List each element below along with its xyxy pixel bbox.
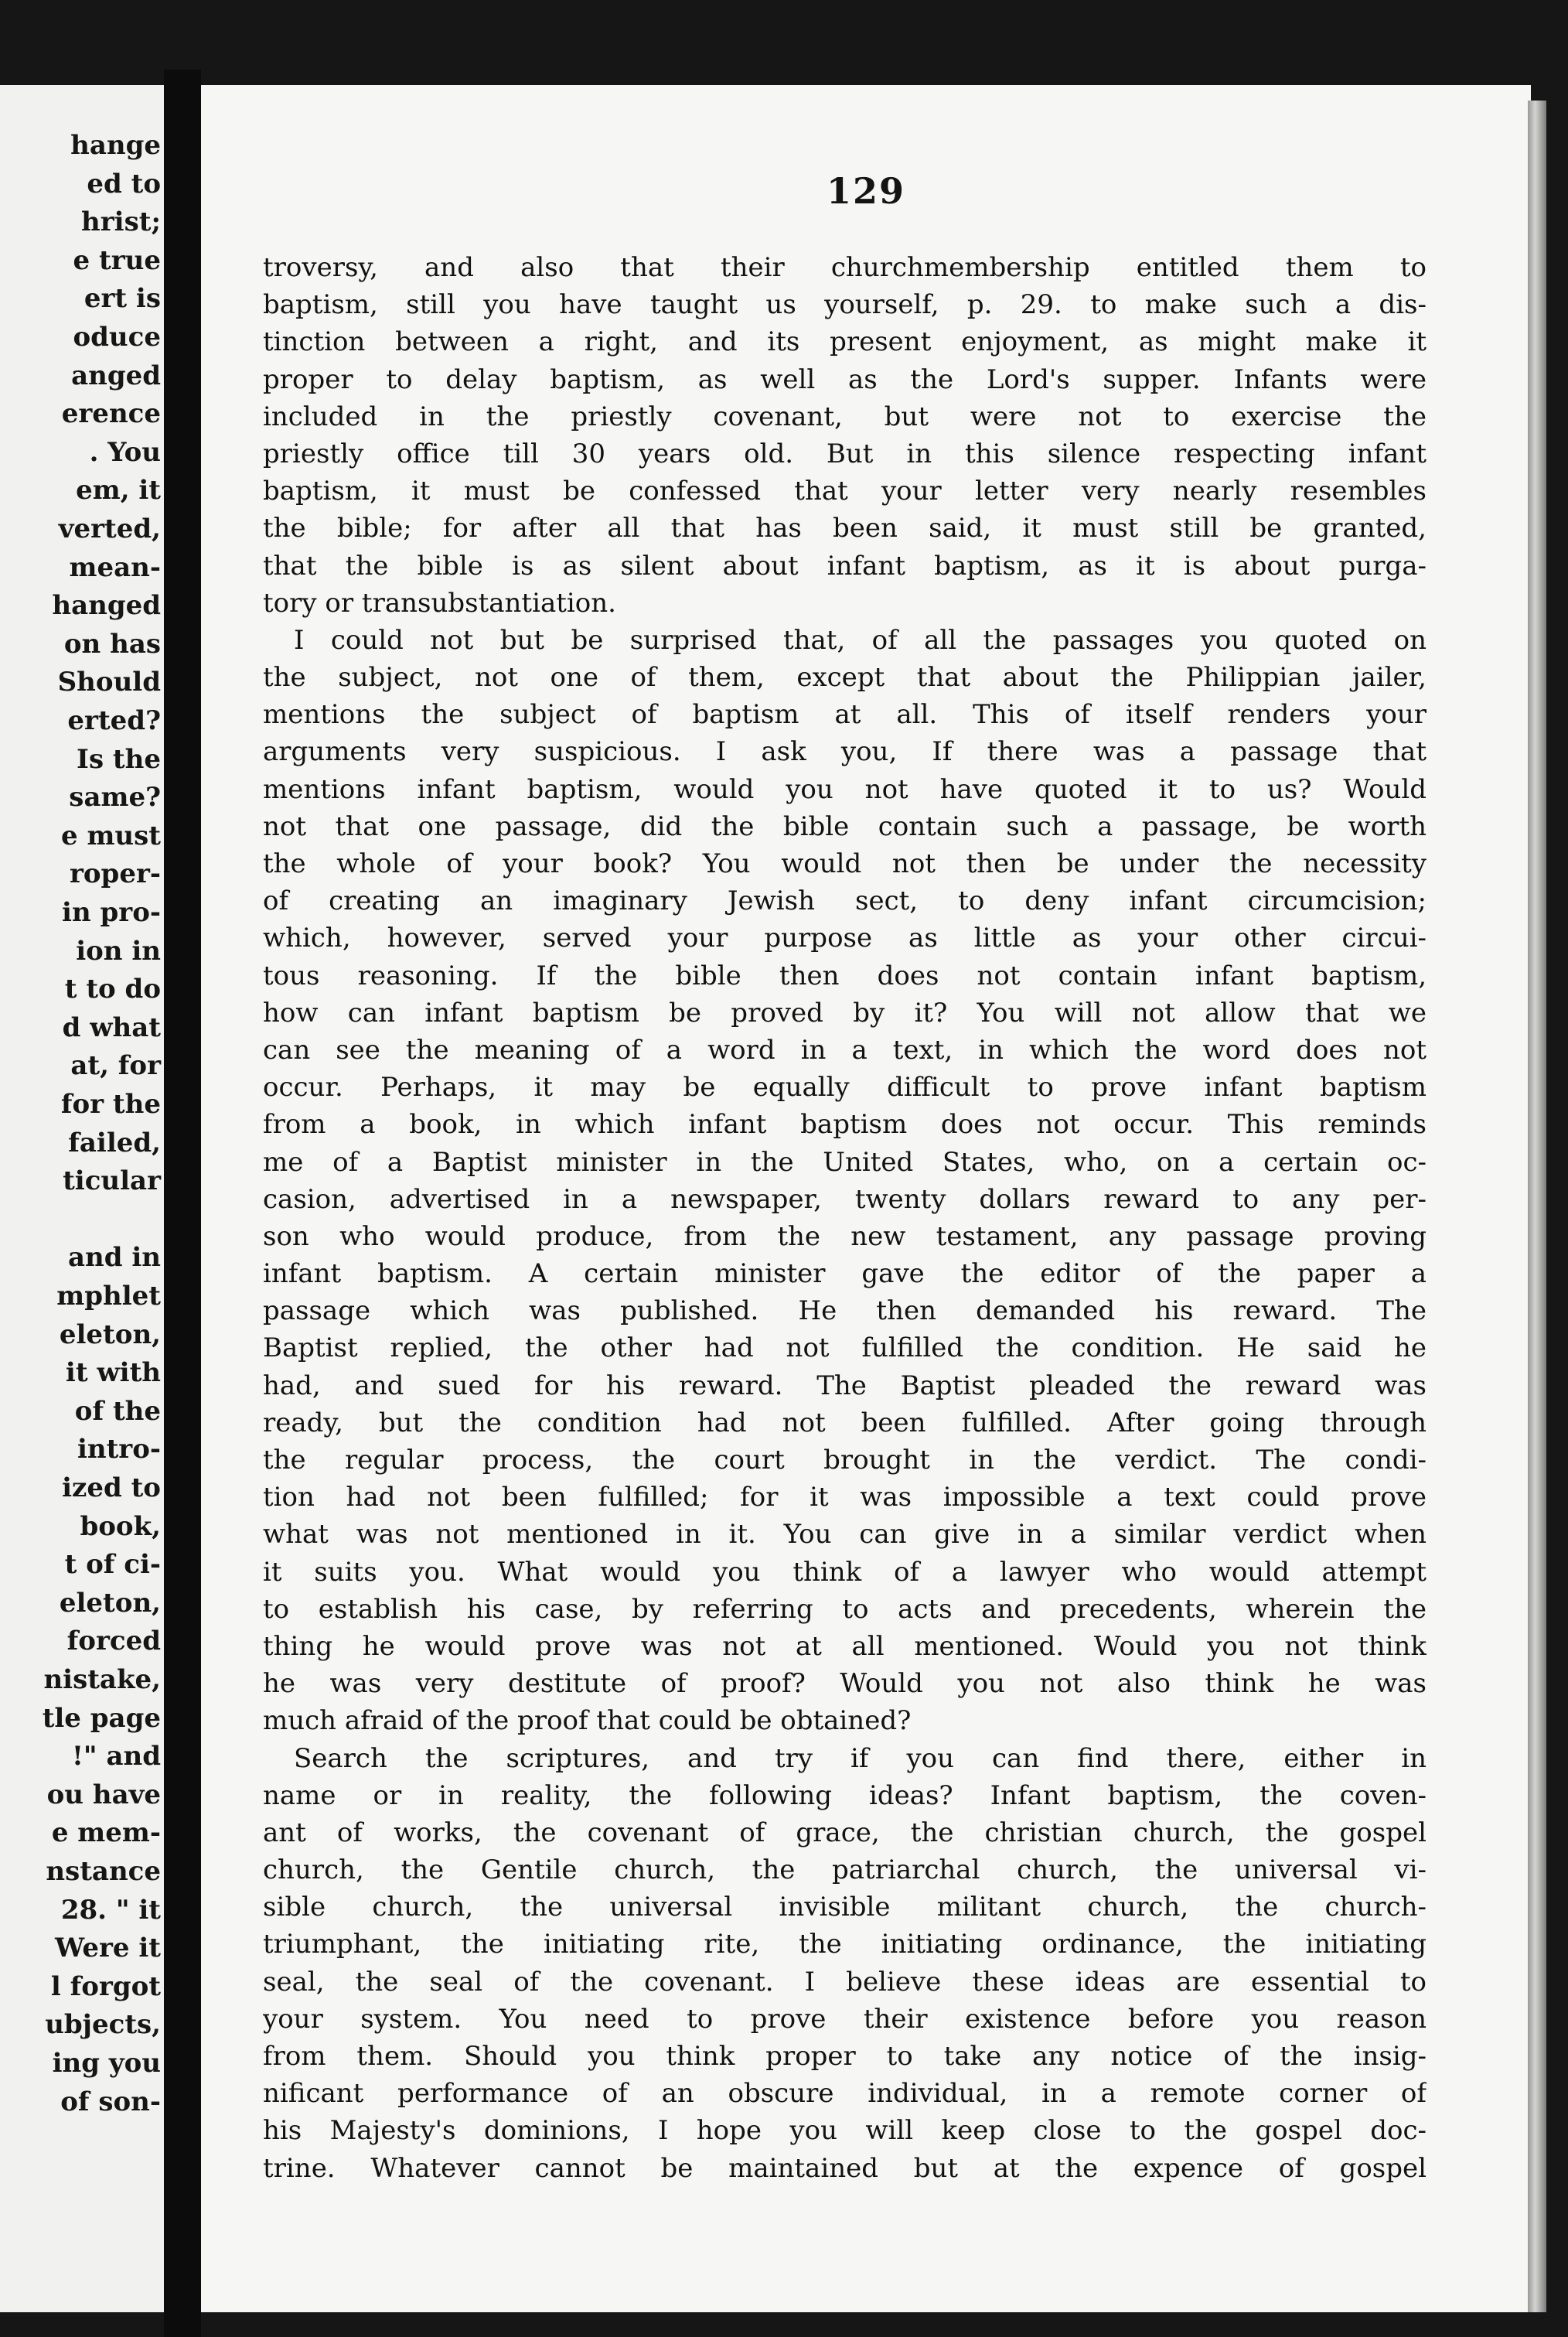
text-line: occur. Perhaps, it may be equally difficult to prove infant baptism <box>263 1072 1427 1104</box>
left-fragment-line: ion in <box>76 935 161 967</box>
text-line: the whole of your book? You would not then be under the necessity <box>263 848 1427 879</box>
left-fragment-line: in pro- <box>62 897 161 928</box>
text-line: which, however, served your purpose as little as your other circui- <box>263 923 1427 954</box>
text-line: not that one passage, did the bible contain such a passage, be worth <box>263 810 1427 842</box>
text-line: of creating an imaginary Jewish sect, to deny infant circumcision; <box>263 885 1427 917</box>
left-fragment-line: it with <box>65 1357 161 1389</box>
text-line: mentions the subject of baptism at all. This of itself renders your <box>263 699 1427 731</box>
left-fragment-line: at, for <box>70 1050 161 1082</box>
text-line: ready, but the condition had not been fulfilled. After going through <box>263 1407 1427 1438</box>
text-line: the bible; for after all that has been said, it must still be granted, <box>263 513 1427 544</box>
text-line: I could not but be surprised that, of all the passages you quoted on <box>294 624 1427 656</box>
text-line: sible church, the universal invisible militant church, the church- <box>263 1892 1427 1923</box>
left-fragment-line: ou have <box>46 1779 161 1810</box>
body-text <box>263 249 1427 2187</box>
right-page <box>201 85 1531 2312</box>
left-fragment-line: hanged <box>52 590 161 622</box>
text-line: from them. Should you think proper to take any notice of the insig- <box>263 2041 1427 2072</box>
left-fragment-line: of son- <box>60 2086 161 2117</box>
text-line: what was not mentioned in it. You can give in a similar verdict when <box>263 1519 1427 1551</box>
left-fragment-line: ubjects, <box>45 2009 161 2041</box>
text-line: mentions infant baptism, would you not have quoted it to us? Would <box>263 773 1427 805</box>
text-line: thing he would prove was not at all mentioned. Would you not think <box>263 1630 1427 1662</box>
left-fragment-line: anged <box>71 360 161 391</box>
left-fragment-line: oduce <box>73 322 161 353</box>
text-line: much afraid of the proof that could be obtained? <box>263 1705 912 1737</box>
left-fragment-line: l forgot <box>50 1970 161 2002</box>
text-line: Baptist replied, the other had not fulfilled the condition. He said he <box>263 1332 1427 1364</box>
text-line: Search the scriptures, and try if you can find there, either in <box>294 1742 1427 1774</box>
left-fragment-line: intro- <box>77 1434 161 1465</box>
text-line: it suits you. What would you think of a lawyer who would attempt <box>263 1556 1427 1588</box>
text-line: me of a Baptist minister in the United States, who, on a certain oc- <box>263 1146 1427 1178</box>
left-fragment-line: on has <box>63 628 161 660</box>
text-line: included in the priestly covenant, but were not to exercise the <box>263 401 1427 432</box>
left-fragment-line: forced <box>66 1626 161 1657</box>
text-line: seal, the seal of the covenant. I believe these ideas are essential to <box>263 1966 1427 1998</box>
left-fragment-line: 28. " it <box>60 1894 161 1926</box>
text-line: infant baptism. A certain minister gave the editor of the paper a <box>263 1258 1427 1290</box>
left-fragment-line: roper- <box>69 858 161 890</box>
left-fragment-line: e mem- <box>51 1817 161 1849</box>
left-fragment-line: and in <box>68 1242 161 1274</box>
left-fragment-line: mphlet <box>56 1281 161 1312</box>
left-fragment-line: e true <box>73 244 161 276</box>
left-fragment-line: same? <box>69 782 161 814</box>
left-fragment-line: book, <box>80 1510 161 1542</box>
left-fragment-line: ticular <box>63 1165 161 1197</box>
left-fragment-line: verted, <box>58 513 161 544</box>
text-line: baptism, it must be confessed that your letter very nearly resembles <box>263 476 1427 507</box>
left-fragment-line: Were it <box>54 1933 161 1964</box>
left-fragment-line: ed to <box>87 168 161 200</box>
text-line: he was very destitute of proof? Would you not also think he was <box>263 1668 1427 1700</box>
text-line: your system. You need to prove their existence before you reason <box>263 2003 1427 2035</box>
text-line: ant of works, the covenant of grace, the christian church, the gospel <box>263 1817 1427 1848</box>
left-fragment-line: eleton, <box>59 1319 161 1350</box>
text-line: passage which was published. He then demanded his reward. The <box>263 1295 1427 1327</box>
text-line: son who would produce, from the new testament, any passage proving <box>263 1220 1427 1252</box>
text-line: nificant performance of an obscure individual, in a remote corner of <box>263 2078 1427 2110</box>
left-fragment-line: d what <box>62 1012 161 1043</box>
text-line: name or in reality, the following ideas? Infant baptism, the coven- <box>263 1779 1427 1811</box>
left-fragment-line: . You <box>89 436 161 468</box>
text-line: how can infant baptism be proved by it? You will not allow that we <box>263 997 1427 1029</box>
page-edge <box>1528 101 1546 2312</box>
left-fragment-line: mean- <box>69 551 161 583</box>
text-line: arguments very suspicious. I ask you, If there was a passage that <box>263 736 1427 768</box>
text-line: tinction between a right, and its present enjoyment, as might make it <box>263 326 1427 358</box>
left-fragment-line: failed, <box>68 1127 161 1158</box>
text-line: tous reasoning. If the bible then does not contain infant baptism, <box>263 960 1427 991</box>
left-fragment-line: hrist; <box>81 206 161 238</box>
left-fragment-line: !" and <box>72 1741 161 1772</box>
text-line: his Majesty's dominions, I hope you will keep close to the gospel doc- <box>263 2115 1427 2147</box>
left-fragment-line: Is the <box>77 743 161 775</box>
text-line: triumphant, the initiating rite, the initiating ordinance, the initiating <box>263 1929 1427 1960</box>
left-fragment-line: ert is <box>84 283 161 315</box>
text-line: from a book, in which infant baptism does not occur. This reminds <box>263 1109 1427 1141</box>
text-line: troversy, and also that their churchmembership entitled them to <box>263 252 1427 283</box>
left-fragment-line: e must <box>60 820 161 851</box>
left-fragment-line: t of ci- <box>64 1549 161 1581</box>
gutter-notch-icon <box>186 77 201 97</box>
text-line: had, and sued for his reward. The Baptist pleaded the reward was <box>263 1370 1427 1401</box>
page-number: 129 <box>826 170 906 212</box>
left-page-fragment <box>0 85 164 2312</box>
left-fragment-line: erted? <box>67 705 161 736</box>
left-fragment-line: erence <box>61 398 161 430</box>
left-fragment-line: Should <box>57 667 161 698</box>
text-line: can see the meaning of a word in a text, in which the word does not <box>263 1034 1427 1066</box>
left-fragment-line: hange <box>70 130 161 161</box>
text-line: tion had not been fulfilled; for it was impossible a text could prove <box>263 1482 1427 1513</box>
text-line: proper to delay baptism, as well as the Lord's supper. Infants were <box>263 363 1427 395</box>
text-line: priestly office till 30 years old. But in this silence respecting infant <box>263 438 1427 469</box>
text-line: church, the Gentile church, the patriarchal church, the universal vi- <box>263 1854 1427 1886</box>
left-fragment-line: ized to <box>62 1472 161 1503</box>
left-fragment-line: eleton, <box>59 1587 161 1619</box>
text-line: trine. Whatever cannot be maintained but at the expence of gospel <box>263 2152 1427 2184</box>
left-fragment-line: ing you <box>52 2048 161 2079</box>
left-fragment-line: t to do <box>64 974 161 1005</box>
book-gutter <box>164 70 201 2337</box>
left-fragment-line: nistake, <box>43 1664 161 1695</box>
left-fragment-line: em, it <box>76 475 161 507</box>
text-line: baptism, still you have taught us yourself, p. 29. to make such a dis- <box>263 289 1427 321</box>
text-line: tory or transubstantiation. <box>263 587 616 619</box>
left-fragment-line: tle page <box>42 1702 161 1734</box>
text-line: to establish his case, by referring to acts and precedents, wherein the <box>263 1593 1427 1625</box>
left-fragment-line: of the <box>74 1395 161 1427</box>
text-line: the regular process, the court brought in the verdict. The condi- <box>263 1445 1427 1476</box>
left-fragment-line: nstance <box>46 1856 161 1887</box>
left-fragment-line: for the <box>60 1089 161 1120</box>
text-line: that the bible is as silent about infant baptism, as it is about purga- <box>263 550 1427 582</box>
text-line: the subject, not one of them, except that about the Philippian jailer, <box>263 662 1427 694</box>
text-line: casion, advertised in a newspaper, twenty dollars reward to any per- <box>263 1183 1427 1215</box>
